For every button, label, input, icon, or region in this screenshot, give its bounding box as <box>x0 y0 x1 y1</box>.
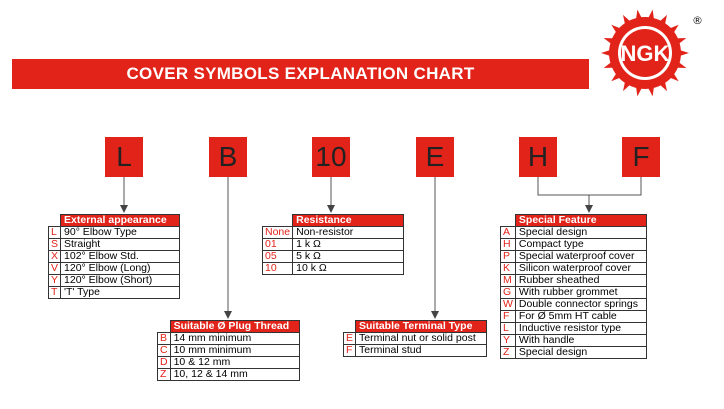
table-row: T 'T' Type <box>49 287 180 299</box>
plug-thread-header: Suitable Ø Plug Thread <box>170 321 299 333</box>
logo-text: NGK <box>620 41 670 66</box>
table-row: P Special waterproof cover <box>501 251 647 263</box>
table-row: V 120° Elbow (Long) <box>49 263 180 275</box>
connector-special-bracket <box>538 177 641 195</box>
table-row: B 14 mm minimum <box>158 333 300 345</box>
table-row: Y With handle <box>501 335 647 347</box>
special-feature-header: Special Feature <box>515 215 646 227</box>
table-terminal-type <box>343 320 487 357</box>
table-plug-thread <box>157 320 300 381</box>
table-row: M Rubber sheathed <box>501 275 647 287</box>
table-row: W Double connector springs <box>501 299 647 311</box>
table-row: Y 120° Elbow (Short) <box>49 275 180 287</box>
code-box-feature-2: F <box>622 137 660 177</box>
table-row: F Terminal stud <box>344 345 487 357</box>
code-box-thread: B <box>209 137 247 177</box>
table-row: 01 1 k Ω <box>263 239 404 251</box>
table-row: E Terminal nut or solid post <box>344 333 487 345</box>
table-external-appearance <box>48 214 180 299</box>
table-row: L 90° Elbow Type <box>49 227 180 239</box>
code-box-resistance: 10 <box>312 137 350 177</box>
resistance-header: Resistance <box>293 215 404 227</box>
table-row: G With rubber grommet <box>501 287 647 299</box>
table-resistance <box>262 214 404 275</box>
table-row: S Straight <box>49 239 180 251</box>
table-row: Z 10, 12 & 14 mm <box>158 369 300 381</box>
table-row: C 10 mm minimum <box>158 345 300 357</box>
page-title: COVER SYMBOLS EXPLANATION CHART <box>126 64 475 83</box>
table-row: 10 10 k Ω <box>263 263 404 275</box>
table-row: L Inductive resistor type <box>501 323 647 335</box>
table-row: X 102° Elbow Std. <box>49 251 180 263</box>
code-box-feature-1: H <box>519 137 557 177</box>
table-row: Z Special design <box>501 347 647 359</box>
terminal-type-header: Suitable Terminal Type <box>356 321 487 333</box>
code-box-terminal: E <box>416 137 454 177</box>
code-box-cover: L <box>105 137 143 177</box>
table-row: A Special design <box>501 227 647 239</box>
table-special-feature <box>500 214 647 359</box>
table-row: F For Ø 5mm HT cable <box>501 311 647 323</box>
logo-registered-mark: ® <box>692 14 703 27</box>
external-appearance-header: External appearance <box>61 215 180 227</box>
table-row: 05 5 k Ω <box>263 251 404 263</box>
table-row: H Compact type <box>501 239 647 251</box>
table-row: K Silicon waterproof cover <box>501 263 647 275</box>
table-row: None Non-resistor <box>263 227 404 239</box>
table-row: D 10 & 12 mm <box>158 357 300 369</box>
